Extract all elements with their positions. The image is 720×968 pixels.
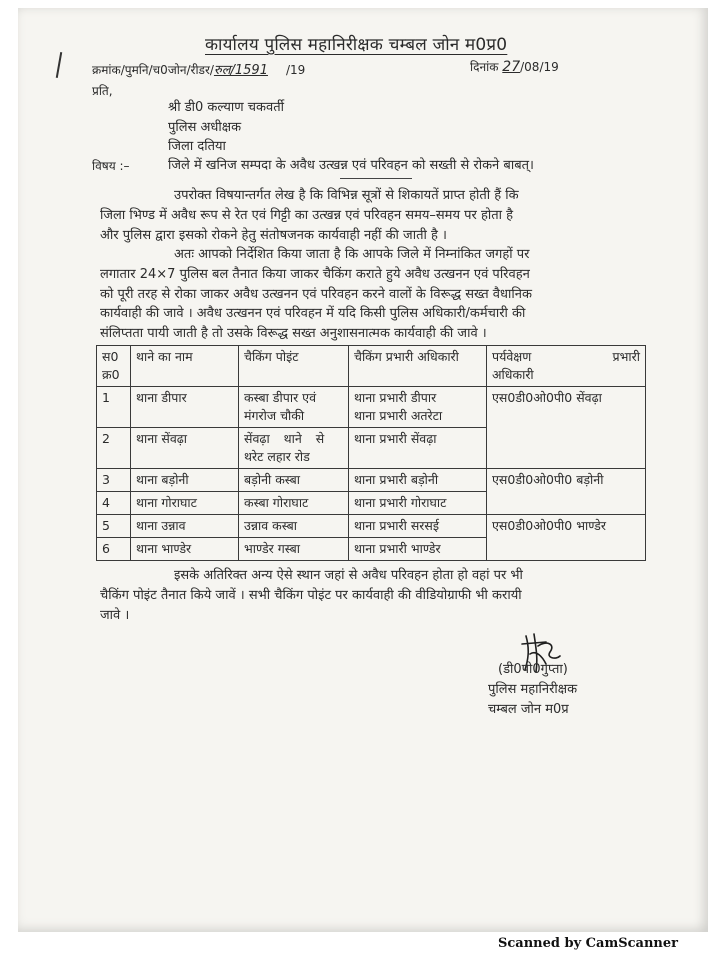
table-header-row: [97, 346, 646, 387]
paragraph-1: [100, 186, 635, 245]
p2-line: कार्यवाही की जावे । अवैध उत्खनन एवं परिवहन में यदि किसी पुलिस अधिकारी/कर्मचारी की: [100, 306, 526, 322]
date-line: [470, 58, 559, 75]
header-checkpoint: चैकिंग पोइंट: [239, 346, 349, 387]
document-title: कार्यालय पुलिस महानिरीक्षक चम्बल जोन म0प्र0: [205, 35, 508, 55]
recipient-designation: पुलिस अधीक्षक: [168, 120, 242, 135]
cell-officer: थाना प्रभारी सेंवढ़ा: [349, 428, 487, 469]
cell-sno: 1: [97, 387, 131, 428]
recipient-district: जिला दतिया: [168, 139, 226, 154]
header-supervisor-a: पर्यवेक्षण: [492, 349, 532, 364]
p1-line: और पुलिस द्वारा इसको रोकने हेतु संतोषजनक कार्यवाही नहीं की जाती है ।: [100, 227, 447, 243]
p3-line: चैकिंग पोइंट तैनात किये जावें । सभी चैकिंग पोइंट पर कार्यवाही की वीडियोग्राफी भी करायी: [100, 587, 522, 603]
header-sno-a: स0: [102, 349, 119, 364]
cell-sno: 5: [97, 515, 131, 538]
cell-checkpoint: भाण्डेर गस्बा: [239, 538, 349, 561]
p2-line: लगातार 24×7 पुलिस बल तैनात किया जाकर चैकिंग कराते हुये अवैध उत्खनन एवं परिवहन: [100, 266, 530, 282]
table-row: [97, 515, 646, 538]
cell-officer: थाना प्रभारी भाण्डेर: [349, 538, 487, 561]
cell-station: थाना उन्नाव: [131, 515, 239, 538]
cell-checkpoint: [239, 428, 349, 469]
signatory-designation: पुलिस महानिरीक्षक: [488, 682, 578, 697]
cell-station: थाना बड़ोनी: [131, 469, 239, 492]
checkpoint-table: [96, 345, 646, 561]
cell-officer: थाना प्रभारी गोराघाट: [349, 492, 487, 515]
cell-sno: 3: [97, 469, 131, 492]
cell-station: थाना भाण्डेर: [131, 538, 239, 561]
p1-line: उपरोक्त विषयान्तर्गत लेख है कि विभिन्न सूत्रों से शिकायतें प्राप्त होती हैं कि: [174, 188, 519, 203]
checkpoint-line: थरेट लहार रोड: [244, 449, 310, 464]
checkpoint-line: सेंवढ़ा थाने से: [244, 431, 325, 446]
officer-line: थाना प्रभारी डीपार: [354, 390, 437, 405]
cell-station: थाना गोराघाट: [131, 492, 239, 515]
header-sno-b: क्र0: [102, 367, 120, 382]
ref-year: /19: [285, 63, 306, 77]
separator-line: [340, 178, 412, 179]
cell-sno: 6: [97, 538, 131, 561]
subject-label: विषय :–: [92, 159, 130, 173]
recipient-name: श्री डी0 कल्याण चकवर्ती: [168, 100, 285, 115]
p3-line: जावे ।: [100, 607, 130, 623]
camscanner-watermark: Scanned by CamScanner: [498, 936, 678, 951]
header-supervisor-b: प्रभारी: [612, 349, 640, 364]
signature-block: [488, 660, 577, 720]
cell-supervisor: एस0डी0ओ0पी0 भाण्डेर: [487, 515, 646, 561]
paragraph-3: [100, 566, 635, 625]
date-label: दिनांक: [470, 60, 499, 74]
cell-supervisor: एस0डी0ओ0पी0 सेंवढ़ा: [487, 387, 646, 469]
cell-checkpoint: [239, 387, 349, 428]
header-officer: चैकिंग प्रभारी अधिकारी: [349, 346, 487, 387]
ref-handwritten: रुल/1591: [213, 63, 268, 78]
ref-printed: क्रमांक/पुमनि/च0जोन/रीडर/: [92, 63, 214, 77]
officer-line: थाना प्रभारी अतरेटा: [354, 408, 443, 423]
cell-checkpoint: उन्नाव कस्बा: [239, 515, 349, 538]
cell-officer: [349, 387, 487, 428]
header-sno: [97, 346, 131, 387]
p2-line: को पूरी तरह से रोका जाकर अवैध उत्खनन एवं परिवहन करने वालों के विरूद्ध सख्त वैधानिक: [100, 286, 532, 302]
cell-checkpoint: बड़ोनी कस्बा: [239, 469, 349, 492]
date-handwritten: 27: [502, 59, 521, 75]
p2-line: संलिप्तता पायी जाती है तो उसके विरूद्ध सख्त अनुशासनात्मक कार्यवाही की जावे ।: [100, 326, 487, 342]
p3-line: इसके अतिरिक्त अन्य ऐसे स्थान जहां से अवैध परिवहन होता हो वहां पर भी: [174, 568, 523, 583]
cell-station: थाना डीपार: [131, 387, 239, 428]
checkpoint-line: मंगरोज चौकी: [244, 408, 305, 423]
subject-text: जिले में खनिज सम्पदा के अवैध उत्खन्न एवं परिवहन को सख्ती से रोकने बाबत्।: [168, 158, 534, 173]
checkpoint-line: कस्बा डीपार एवं: [244, 390, 317, 405]
cell-checkpoint: कस्बा गोराघाट: [239, 492, 349, 515]
table-row: [97, 387, 646, 428]
cell-supervisor: एस0डी0ओ0पी0 बड़ोनी: [487, 469, 646, 515]
p2-line: अतः आपको निर्देशित किया जाता है कि आपके जिले में निम्नांकित जगहों पर: [174, 247, 530, 262]
cell-sno: 2: [97, 428, 131, 469]
reference-number: [92, 60, 305, 78]
paragraph-2: [100, 245, 635, 344]
p1-line: जिला भिण्ड में अवैध रूप से रेत एवं गिट्टी का उत्खन्न एवं परिवहन समय–समय पर होता है: [100, 207, 514, 223]
table-row: [97, 469, 646, 492]
header-supervisor: [487, 346, 646, 387]
date-rest: /08/19: [520, 60, 559, 74]
header-supervisor-c: अधिकारी: [492, 367, 534, 382]
cell-officer: थाना प्रभारी बड़ोनी: [349, 469, 487, 492]
header-station: थाने का नाम: [131, 346, 239, 387]
signatory-zone: चम्बल जोन म0प्र: [488, 702, 569, 717]
prati-label: प्रति,: [92, 84, 113, 98]
cell-sno: 4: [97, 492, 131, 515]
cell-station: थाना सेंवढ़ा: [131, 428, 239, 469]
signatory-name: (डी0पी0गुप्ता): [498, 662, 568, 677]
cell-officer: थाना प्रभारी सरसई: [349, 515, 487, 538]
